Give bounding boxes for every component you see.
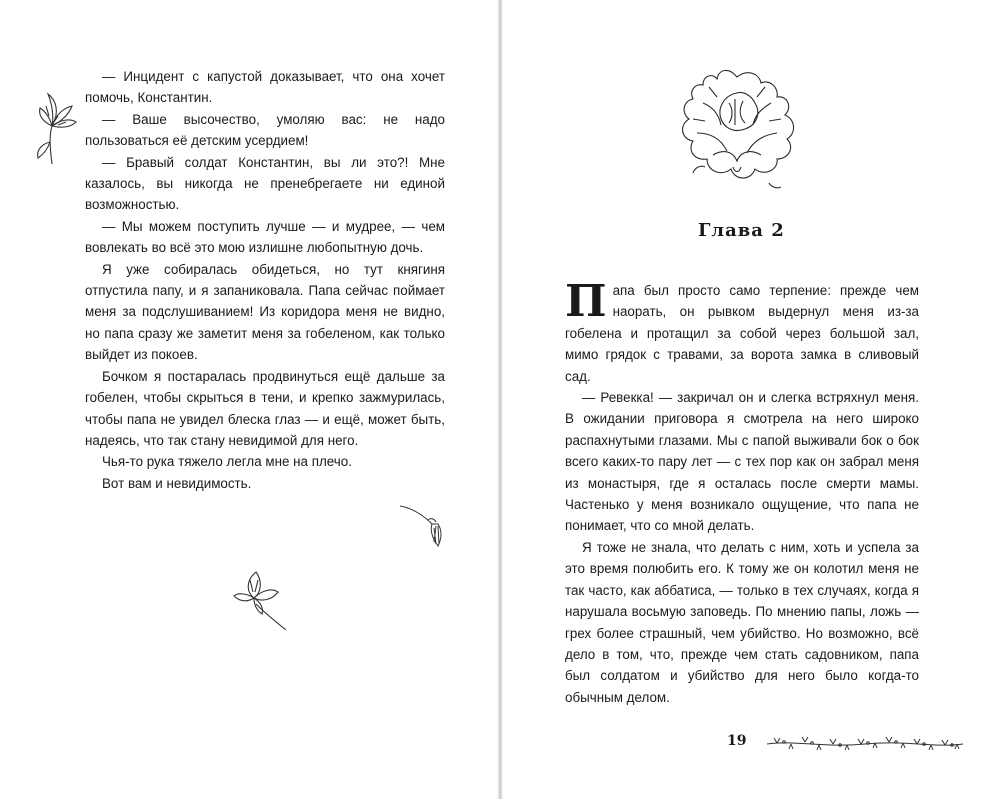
- left-paragraph: — Ваше высочество, умоляю вас: не надо пользоваться её детским усердием!: [85, 111, 445, 149]
- left-paragraph: Чья-то рука тяжело легла мне на плечо.: [102, 454, 352, 470]
- right-paragraph: — Ревекка! — закричал он и слегка встряхнул меня. В ожидании приговора я смотрела на него широко распахнутыми глазами. Мы с папой выживали бок о бок всего каких-то пару лет — с тех пор как он забрал меня из монастыря, где я осталась после смерти мамы. Частенько у меня возникало ощущение, что папа не понимает, что со мной делать.: [565, 390, 919, 534]
- drop-cap: П: [565, 276, 607, 327]
- left-text-block: [85, 66, 445, 494]
- left-paragraph: — Мы можем поступить лучше — и мудрее, — чем вовлекать во всё это мою излишне любопытную дочь.: [85, 218, 445, 256]
- chapter-title: Глава 2: [698, 220, 785, 241]
- left-paragraph: Бочком я постаралась продвинуться ещё дальше за гобелен, чтобы скрыться в тени, и крепко зажмурилась, чтобы папа не увидел блеска глаз — и ещё, может быть, надеясь, что так стану невидимой для него.: [85, 368, 445, 448]
- iris-flower-icon: [30, 86, 80, 166]
- left-paragraph: Я уже собиралась обидеться, но тут княгиня отпустила папу, и я запаниковала. Папа сейчас поймает меня за подслушиванием! Из коридора меня не видно, но папа сразу же заметит меня за гобеленом, как только выйдет из покоев.: [85, 261, 445, 363]
- left-paragraph: — Бравый солдат Константин, вы ли это?! Мне казалось, вы никогда не пренебрегаете ни единой возможностью.: [85, 154, 445, 213]
- right-text-block: [565, 276, 919, 708]
- right-paragraph: Я тоже не знала, что делать с ним, хоть и успела за это время полюбить его. К тому же он колотил меня не так часто, как аббатиса, — только в тех случаях, когда я нарушала восьмую заповедь. По мнению папы, ложь — грех более страшный, чем убийство. Но возможно, всё дело в том, что, прежде чем стать садовником, папа был солдатом и убийство для него было когда-то обычным делом.: [565, 539, 919, 705]
- right-page: [503, 0, 1000, 799]
- first-paragraph-text: апа был просто само терпение: прежде чем наорать, он рывком выдернул меня из-за гобелена и протащил за собой через большой зал, мимо грядок с травами, за ворота замка в сливовый сад.: [565, 283, 919, 384]
- tassel-flower-icon: [398, 500, 456, 550]
- left-page: [0, 0, 497, 799]
- right-first-paragraph: [565, 276, 919, 387]
- vine-border-icon: [765, 732, 965, 754]
- magnolia-bud-icon: [230, 568, 292, 634]
- left-paragraph: — Инцидент с капустой доказывает, что она хочет помочь, Константин.: [85, 69, 445, 106]
- page-number: 19: [727, 733, 747, 749]
- peony-flower-icon: [673, 63, 801, 193]
- left-paragraph: Вот вам и невидимость.: [102, 475, 252, 491]
